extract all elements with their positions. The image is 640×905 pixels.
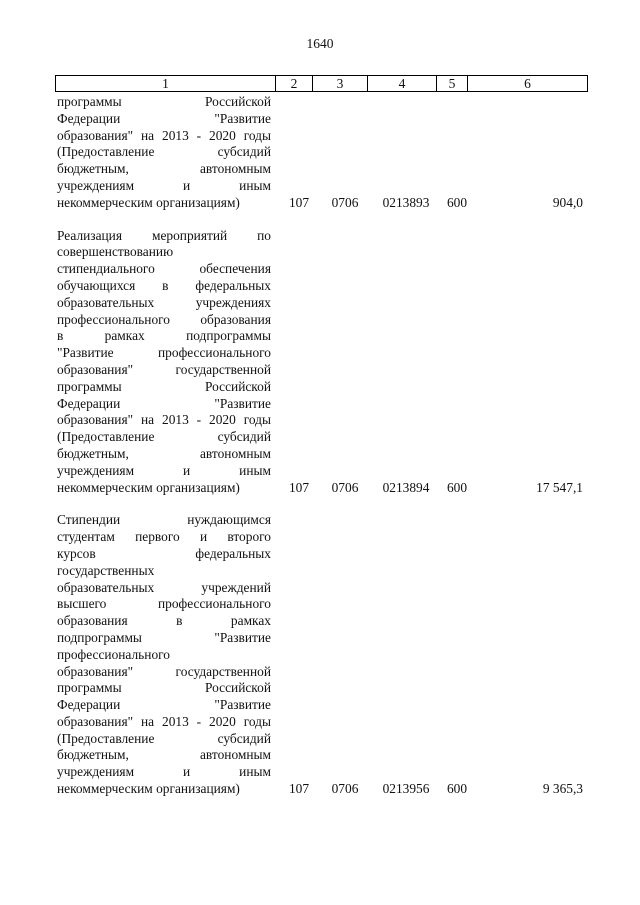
row-name-line: бюджетным, автономным bbox=[57, 445, 271, 461]
row-name-line: студентам первого и второго bbox=[57, 529, 271, 545]
table-row bbox=[57, 228, 587, 497]
row-name-line: курсов федеральных bbox=[57, 545, 271, 561]
row-name-line: подпрограммы "Развитие bbox=[57, 629, 271, 645]
ministry-code: 107 bbox=[288, 194, 310, 210]
column-header-table bbox=[55, 75, 588, 92]
row-name-line: в рамках подпрограммы bbox=[57, 328, 271, 344]
row-name-line: Федерации "Развитие bbox=[57, 395, 271, 411]
target-code: 0213894 bbox=[382, 479, 430, 495]
section-code: 0706 bbox=[331, 194, 359, 210]
section-code: 0706 bbox=[331, 781, 359, 797]
expense-kind-code: 600 bbox=[446, 479, 468, 495]
ministry-code: 107 bbox=[288, 781, 310, 797]
row-name bbox=[57, 228, 271, 497]
row-name-line: обучающихся в федеральных bbox=[57, 277, 271, 293]
amount: 17 547,1 bbox=[536, 479, 583, 495]
row-name bbox=[57, 94, 271, 212]
row-name-line: образования в рамках bbox=[57, 613, 271, 629]
column-header-4: 4 bbox=[368, 76, 437, 92]
column-header-1: 1 bbox=[56, 76, 276, 92]
row-name-line: "Развитие профессионального bbox=[57, 345, 271, 361]
target-code: 0213893 bbox=[382, 194, 430, 210]
row-name-line: образования" на 2013 - 2020 годы bbox=[57, 127, 271, 143]
row-name-line: программы Российской bbox=[57, 378, 271, 394]
row-name-line: совершенствованию bbox=[57, 244, 174, 260]
row-name-line: профессионального bbox=[57, 646, 170, 662]
table-row bbox=[57, 512, 587, 798]
column-header-6: 6 bbox=[468, 76, 588, 92]
column-header-row bbox=[56, 76, 588, 92]
row-name-line: Федерации "Развитие bbox=[57, 110, 271, 126]
row-name-line: бюджетным, автономным bbox=[57, 747, 271, 763]
expense-kind-code: 600 bbox=[446, 781, 468, 797]
row-name-line: высшего профессионального bbox=[57, 596, 271, 612]
row-name-line: Стипендии нуждающимся bbox=[57, 512, 271, 528]
row-name-line: образования" на 2013 - 2020 годы bbox=[57, 713, 271, 729]
row-name-line: программы Российской bbox=[57, 680, 271, 696]
expense-kind-code: 600 bbox=[446, 194, 468, 210]
ministry-code: 107 bbox=[288, 479, 310, 495]
row-name-line: образовательных учреждений bbox=[57, 579, 271, 595]
row-name-line: Федерации "Развитие bbox=[57, 697, 271, 713]
row-name-line: учреждениям и иным bbox=[57, 177, 271, 193]
row-name-line: образовательных учреждениях bbox=[57, 294, 271, 310]
row-name-line: учреждениям и иным bbox=[57, 764, 271, 780]
page-number: 1640 bbox=[306, 36, 334, 51]
row-name-line: стипендиального обеспечения bbox=[57, 261, 271, 277]
row-name-line: образования" государственной bbox=[57, 361, 271, 377]
row-name-line: государственных bbox=[57, 562, 155, 578]
amount: 9 365,3 bbox=[542, 781, 583, 797]
column-header-2: 2 bbox=[276, 76, 313, 92]
row-name-line: учреждениям и иным bbox=[57, 462, 271, 478]
row-name-line: бюджетным, автономным bbox=[57, 161, 271, 177]
column-header-5: 5 bbox=[437, 76, 468, 92]
row-name-line: образования" на 2013 - 2020 годы bbox=[57, 412, 271, 428]
table-row bbox=[57, 94, 587, 212]
row-name-line: профессионального образования bbox=[57, 311, 271, 327]
row-name bbox=[57, 512, 271, 798]
row-name-line: Реализация мероприятий по bbox=[57, 227, 271, 243]
row-name-line: (Предоставление субсидий bbox=[57, 144, 271, 160]
row-name-line: некоммерческим организациям) bbox=[57, 479, 240, 495]
row-name-line: некоммерческим организациям) bbox=[57, 194, 240, 210]
amount: 904,0 bbox=[552, 194, 583, 210]
budget-rows bbox=[57, 94, 587, 798]
section-code: 0706 bbox=[331, 479, 359, 495]
row-name-line: программы Российской bbox=[57, 94, 271, 109]
row-name-line: (Предоставление субсидий bbox=[57, 730, 271, 746]
column-header-3: 3 bbox=[313, 76, 368, 92]
row-name-line: (Предоставление субсидий bbox=[57, 429, 271, 445]
target-code: 0213956 bbox=[382, 781, 430, 797]
row-name-line: некоммерческим организациям) bbox=[57, 781, 240, 797]
row-name-line: образования" государственной bbox=[57, 663, 271, 679]
